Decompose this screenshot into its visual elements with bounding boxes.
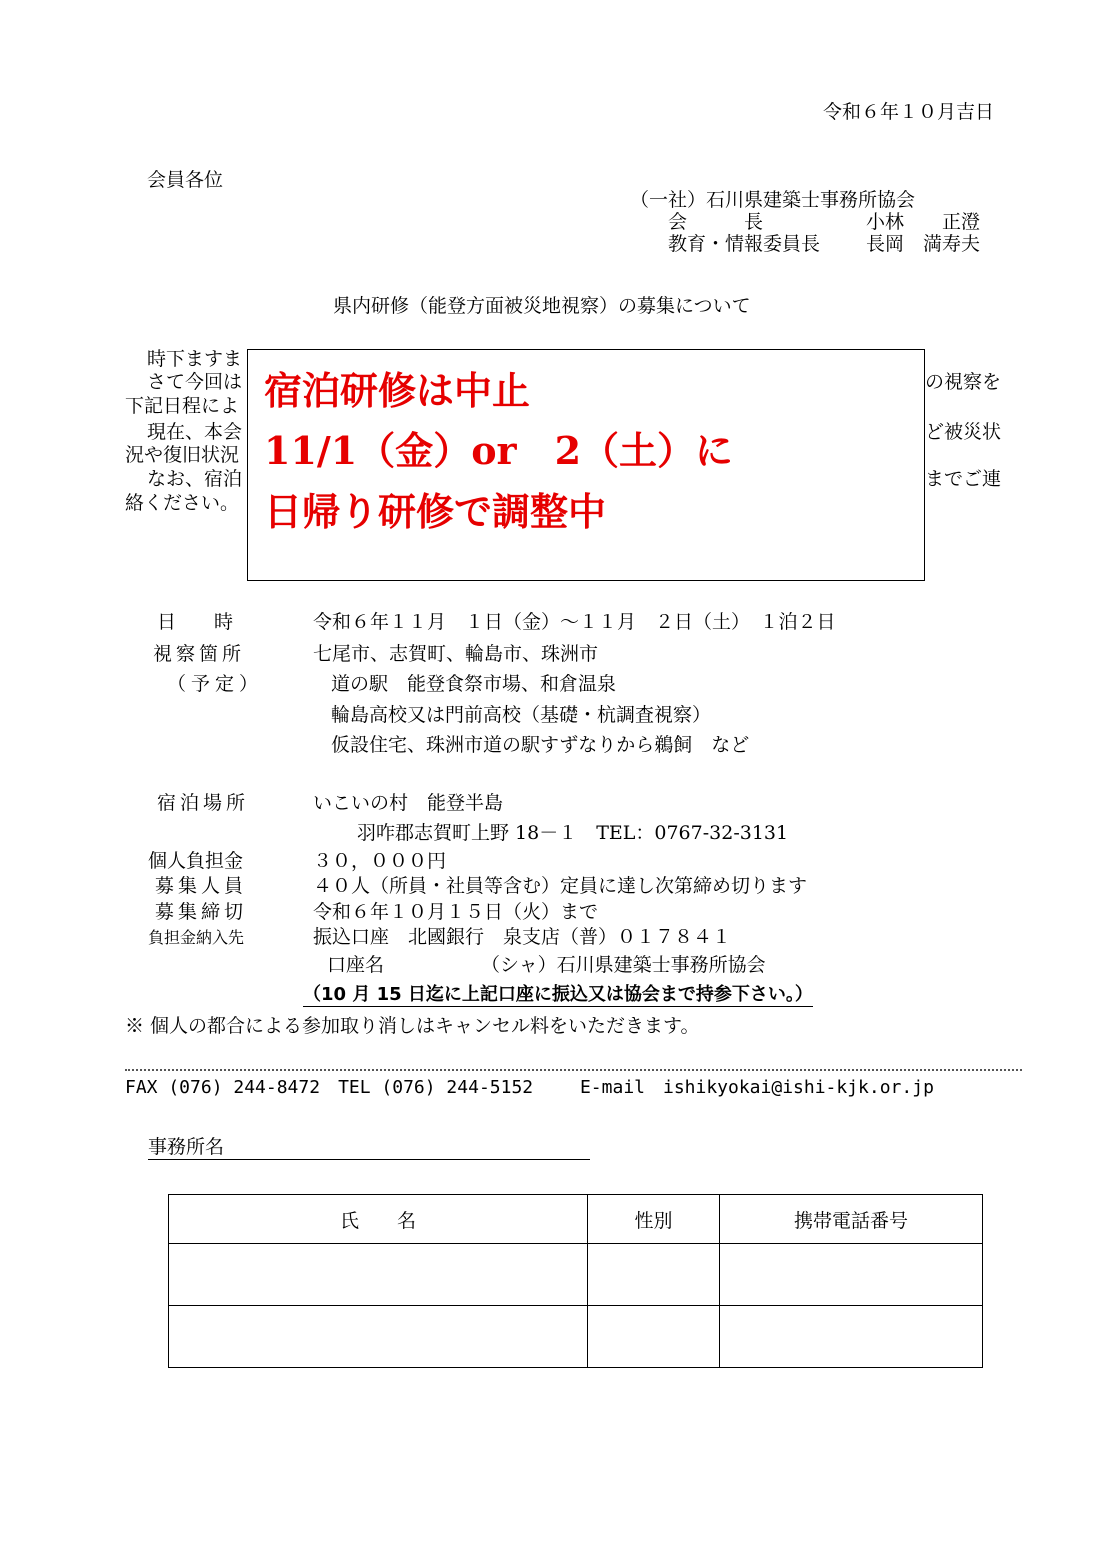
body-fragment: 現在、本会 xyxy=(147,421,243,443)
lodging-value: いこいの村 能登半島 xyxy=(313,792,504,814)
body-fragment: ど被災状 xyxy=(925,421,1002,443)
lodging-label: 宿泊場所 xyxy=(157,792,250,814)
planned-item: 仮設住宅、珠洲市道の駅すずなりから鵜飼 など xyxy=(331,734,750,756)
participant-table xyxy=(168,1194,983,1368)
cancellation-fee-note: ※ 個人の都合による参加取り消しはキャンセル料をいただきます。 xyxy=(125,1015,700,1037)
body-fragment: なお、宿泊 xyxy=(147,468,243,490)
sites-value: 七尾市、志賀町、輪島市、珠洲市 xyxy=(313,643,599,665)
body-fragment: 絡ください。 xyxy=(125,492,240,514)
body-fragment: さて今回は xyxy=(147,371,243,393)
notice-line-dates: 11/1（金）or 2（土）に xyxy=(264,428,734,473)
gender-cell[interactable] xyxy=(588,1306,720,1368)
body-fragment: 下記日程によ xyxy=(125,395,240,417)
planned-item: 道の駅 能登食祭市場、和倉温泉 xyxy=(331,673,617,695)
president-name: 小林 正澄 xyxy=(866,211,981,233)
committee-title: 教育・情報委員長 xyxy=(668,233,821,255)
name-cell[interactable] xyxy=(169,1306,588,1368)
cost-value: ３０，０００円 xyxy=(313,850,447,872)
table-header-row xyxy=(169,1195,983,1244)
account-value: （シャ）石川県建築士事務所協会 xyxy=(481,954,766,976)
gender-cell[interactable] xyxy=(588,1244,720,1306)
office-name-field[interactable] xyxy=(148,1159,590,1160)
col-header-phone: 携帯電話番号 xyxy=(720,1195,983,1244)
phone-cell[interactable] xyxy=(720,1306,983,1368)
col-header-gender: 性別 xyxy=(588,1195,720,1244)
cancellation-notice-box xyxy=(247,349,925,581)
lodging-address: 羽咋郡志賀町上野 18－１ TEL：0767-32-3131 xyxy=(357,822,789,844)
office-name-label: 事務所名 xyxy=(148,1136,225,1158)
phone-cell[interactable] xyxy=(720,1244,983,1306)
deadline-label: 募集締切 xyxy=(155,901,248,923)
payment-label: 負担金納入先 xyxy=(148,928,245,947)
col-header-name: 氏 名 xyxy=(169,1195,588,1244)
issue-date: 令和６年１０月吉日 xyxy=(823,101,995,123)
body-fragment: 況や復旧状況 xyxy=(125,444,240,466)
body-fragment: までご連 xyxy=(925,468,1002,490)
account-label: 口座名 xyxy=(327,954,385,976)
body-fragment: の視察を xyxy=(925,371,1002,393)
president-title: 会 長 xyxy=(668,211,764,233)
sites-label: 視察箇所 xyxy=(153,643,246,665)
payment-notice: （10 月 15 日迄に上記口座に振込又は協会まで持参下さい。） xyxy=(303,984,813,1005)
table-row xyxy=(169,1306,983,1368)
addressee: 会員各位 xyxy=(147,169,224,191)
name-cell[interactable] xyxy=(169,1244,588,1306)
contact-line: FAX (076) 244-8472 TEL (076) 244-5152 E-mail ishikyokai@ishi-kjk.or.jp xyxy=(125,1077,934,1098)
planned-item: 輪島高校又は門前高校（基礎・杭調査視察） xyxy=(331,704,712,726)
payment-value: 振込口座 北國銀行 泉支店（普）０１７８４１ xyxy=(313,926,732,948)
recruit-value: ４０人（所員・社員等含む）定員に達し次第締め切ります xyxy=(313,875,808,897)
cost-label: 個人負担金 xyxy=(148,850,244,872)
committee-name: 長岡 満寿夫 xyxy=(866,233,981,255)
recruit-label: 募集人員 xyxy=(155,875,248,897)
notice-line-cancelled: 宿泊研修は中止 xyxy=(264,369,531,413)
datetime-value: 令和６年１１月 １日（金）～１１月 ２日（土） １泊２日 xyxy=(313,611,836,633)
notice-line-day-trip: 日帰り研修で調整中 xyxy=(264,490,607,534)
deadline-value: 令和６年１０月１５日（火）まで xyxy=(313,901,599,923)
datetime-label: 日 時 xyxy=(157,611,234,633)
document-title: 県内研修（能登方面被災地視察）の募集について xyxy=(333,295,751,317)
cut-line-divider xyxy=(125,1069,1022,1071)
body-fragment: 時下ますま xyxy=(147,348,243,370)
sender-organization: （一社）石川県建築士事務所協会 xyxy=(630,189,916,211)
planned-label: （予定） xyxy=(167,673,264,695)
table-row xyxy=(169,1244,983,1306)
